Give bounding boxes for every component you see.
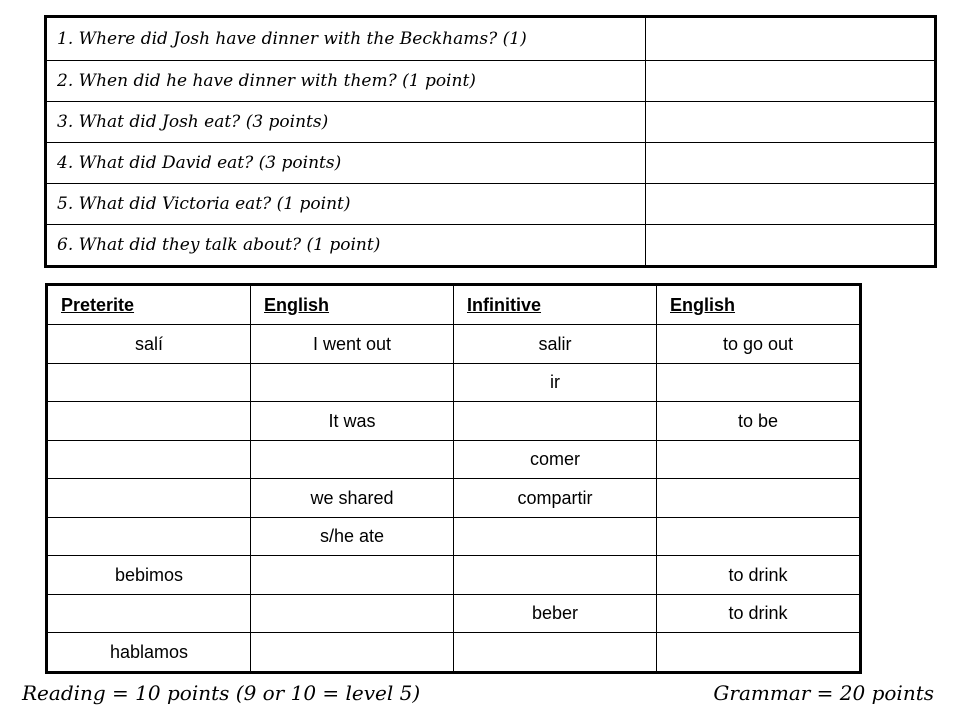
preterite-cell[interactable] bbox=[47, 595, 251, 633]
english-cell[interactable] bbox=[657, 441, 861, 479]
table-row bbox=[47, 633, 861, 673]
answer-cell[interactable] bbox=[646, 143, 936, 184]
english-cell[interactable] bbox=[657, 479, 861, 518]
english-cell[interactable] bbox=[657, 518, 861, 556]
english-cell[interactable]: to go out bbox=[657, 325, 861, 364]
answer-cell[interactable] bbox=[646, 61, 936, 102]
english-cell[interactable]: we shared bbox=[251, 479, 454, 518]
question-row bbox=[46, 61, 936, 102]
english-cell[interactable]: to drink bbox=[657, 595, 861, 633]
table-row bbox=[47, 325, 861, 364]
english-cell[interactable] bbox=[657, 364, 861, 402]
preterite-cell[interactable]: bebimos bbox=[47, 556, 251, 595]
table-row bbox=[47, 441, 861, 479]
verb-conjugation-table bbox=[45, 283, 862, 674]
english-cell[interactable] bbox=[657, 633, 861, 673]
reading-score-note: Reading = 10 points (9 or 10 = level 5) bbox=[22, 681, 421, 705]
header-english: English bbox=[657, 285, 861, 325]
question-text: 2. When did he have dinner with them? (1 point) bbox=[46, 61, 646, 102]
infinitive-cell[interactable] bbox=[454, 402, 657, 441]
answer-cell[interactable] bbox=[646, 102, 936, 143]
infinitive-cell[interactable]: salir bbox=[454, 325, 657, 364]
verb-table-header-row bbox=[47, 285, 861, 325]
table-row bbox=[47, 556, 861, 595]
infinitive-cell[interactable]: beber bbox=[454, 595, 657, 633]
preterite-cell[interactable] bbox=[47, 518, 251, 556]
grammar-score-note: Grammar = 20 points bbox=[713, 681, 934, 705]
infinitive-cell[interactable]: compartir bbox=[454, 479, 657, 518]
preterite-cell[interactable] bbox=[47, 479, 251, 518]
table-row bbox=[47, 479, 861, 518]
question-row bbox=[46, 143, 936, 184]
english-cell[interactable] bbox=[251, 595, 454, 633]
header-preterite: Preterite bbox=[47, 285, 251, 325]
preterite-cell[interactable] bbox=[47, 441, 251, 479]
reading-questions-table bbox=[44, 15, 937, 268]
preterite-cell[interactable]: salí bbox=[47, 325, 251, 364]
table-row bbox=[47, 518, 861, 556]
english-cell[interactable]: I went out bbox=[251, 325, 454, 364]
preterite-cell[interactable] bbox=[47, 402, 251, 441]
english-cell[interactable] bbox=[251, 556, 454, 595]
preterite-cell[interactable]: hablamos bbox=[47, 633, 251, 673]
question-row bbox=[46, 225, 936, 267]
preterite-cell[interactable] bbox=[47, 364, 251, 402]
english-cell[interactable]: to drink bbox=[657, 556, 861, 595]
english-cell[interactable]: to be bbox=[657, 402, 861, 441]
table-row bbox=[47, 595, 861, 633]
infinitive-cell[interactable] bbox=[454, 633, 657, 673]
question-text: 3. What did Josh eat? (3 points) bbox=[46, 102, 646, 143]
english-cell[interactable]: s/he ate bbox=[251, 518, 454, 556]
header-english: English bbox=[251, 285, 454, 325]
question-row bbox=[46, 102, 936, 143]
english-cell[interactable]: It was bbox=[251, 402, 454, 441]
english-cell[interactable] bbox=[251, 633, 454, 673]
english-cell[interactable] bbox=[251, 441, 454, 479]
question-row bbox=[46, 184, 936, 225]
infinitive-cell[interactable] bbox=[454, 556, 657, 595]
answer-cell[interactable] bbox=[646, 184, 936, 225]
infinitive-cell[interactable]: ir bbox=[454, 364, 657, 402]
table-row bbox=[47, 364, 861, 402]
infinitive-cell[interactable] bbox=[454, 518, 657, 556]
infinitive-cell[interactable]: comer bbox=[454, 441, 657, 479]
question-text: 5. What did Victoria eat? (1 point) bbox=[46, 184, 646, 225]
question-text: 1. Where did Josh have dinner with the Beckhams? (1) bbox=[46, 17, 646, 61]
english-cell[interactable] bbox=[251, 364, 454, 402]
answer-cell[interactable] bbox=[646, 17, 936, 61]
header-infinitive: Infinitive bbox=[454, 285, 657, 325]
answer-cell[interactable] bbox=[646, 225, 936, 267]
question-text: 6. What did they talk about? (1 point) bbox=[46, 225, 646, 267]
table-row bbox=[47, 402, 861, 441]
question-text: 4. What did David eat? (3 points) bbox=[46, 143, 646, 184]
question-row bbox=[46, 17, 936, 61]
